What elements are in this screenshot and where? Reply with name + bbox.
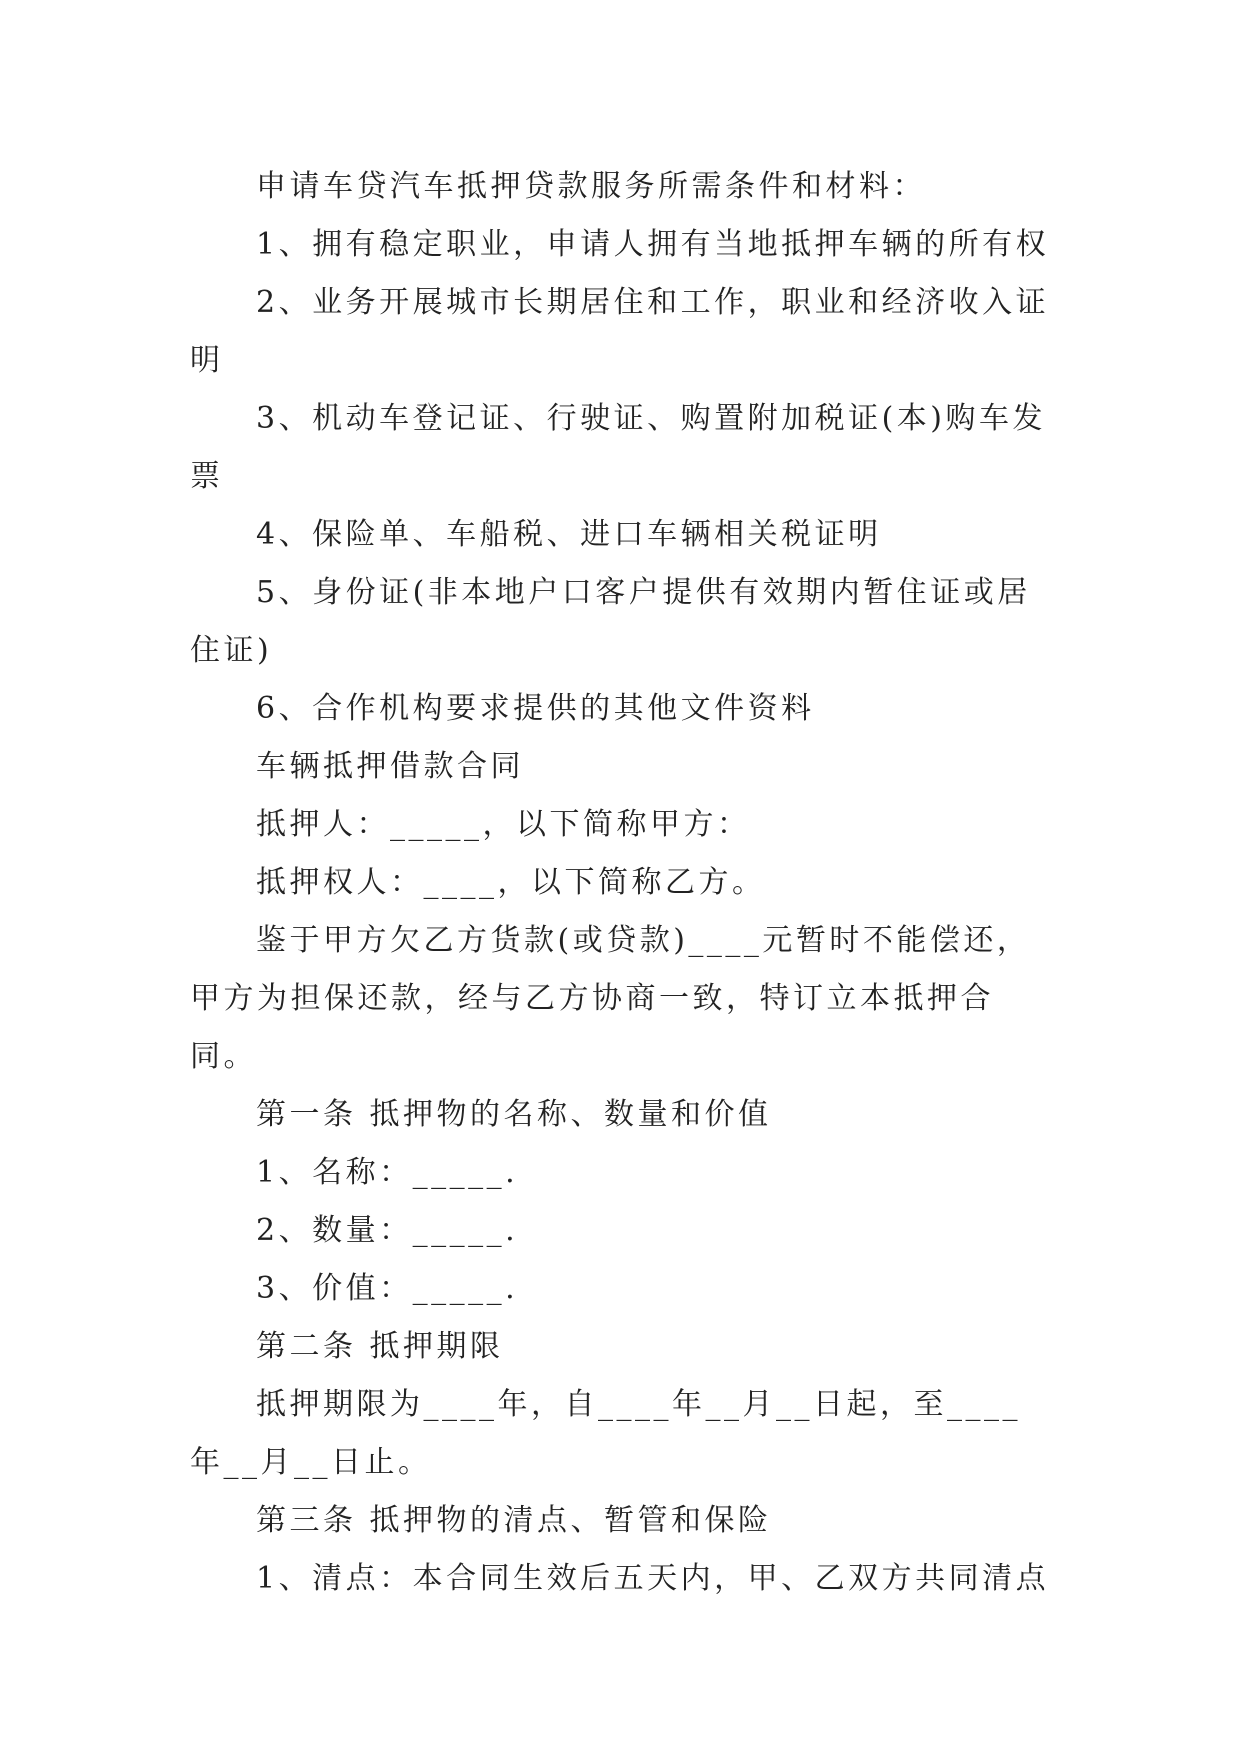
article-3-heading: 第三条 抵押物的清点、暂管和保险 [256, 1503, 772, 1538]
paragraph-materials-heading: 申请车贷汽车抵押贷款服务所需条件和材料： [256, 169, 926, 204]
article-3-inventory: 1、清点：本合同生效后五天内，甲、乙双方共同清点 [256, 1561, 1050, 1596]
paragraph-preamble: 鉴于甲方欠乙方货款(或贷款)____元暂时不能偿还，甲方为担保还款，经与乙方协商一致，特订立本抵押合同。 [190, 923, 1031, 1074]
article-1-name: 1、名称：_____. [256, 1155, 519, 1190]
article-2-heading: 第二条 抵押期限 [256, 1329, 504, 1364]
paragraph-item-5: 5、身份证(非本地户口客户提供有效期内暂住证或居住证) [190, 575, 1031, 668]
contract-title: 车辆抵押借款合同 [256, 749, 524, 784]
paragraph-mortgagee: 抵押权人：____，以下简称乙方。 [256, 865, 766, 900]
paragraph-item-3: 3、机动车登记证、行驶证、购置附加税证(本)购车发票 [190, 401, 1046, 494]
article-1-quantity: 2、数量：_____. [256, 1213, 519, 1248]
paragraph-item-4: 4、保险单、车船税、进口车辆相关税证明 [256, 517, 882, 552]
document-page [190, 158, 1050, 1608]
article-1-heading: 第一条 抵押物的名称、数量和价值 [256, 1097, 772, 1132]
article-1-value: 3、价值：_____. [256, 1271, 519, 1306]
paragraph-item-6: 6、合作机构要求提供的其他文件资料 [256, 691, 815, 726]
paragraph-item-1: 1、拥有稳定职业，申请人拥有当地抵押车辆的所有权 [256, 227, 1050, 262]
paragraph-mortgagor: 抵押人：_____，以下简称甲方： [256, 807, 751, 842]
article-2-term: 抵押期限为____年，自____年__月__日起，至____年__月__日止。 [190, 1387, 1021, 1480]
paragraph-item-2: 2、业务开展城市长期居住和工作，职业和经济收入证明 [190, 285, 1050, 378]
